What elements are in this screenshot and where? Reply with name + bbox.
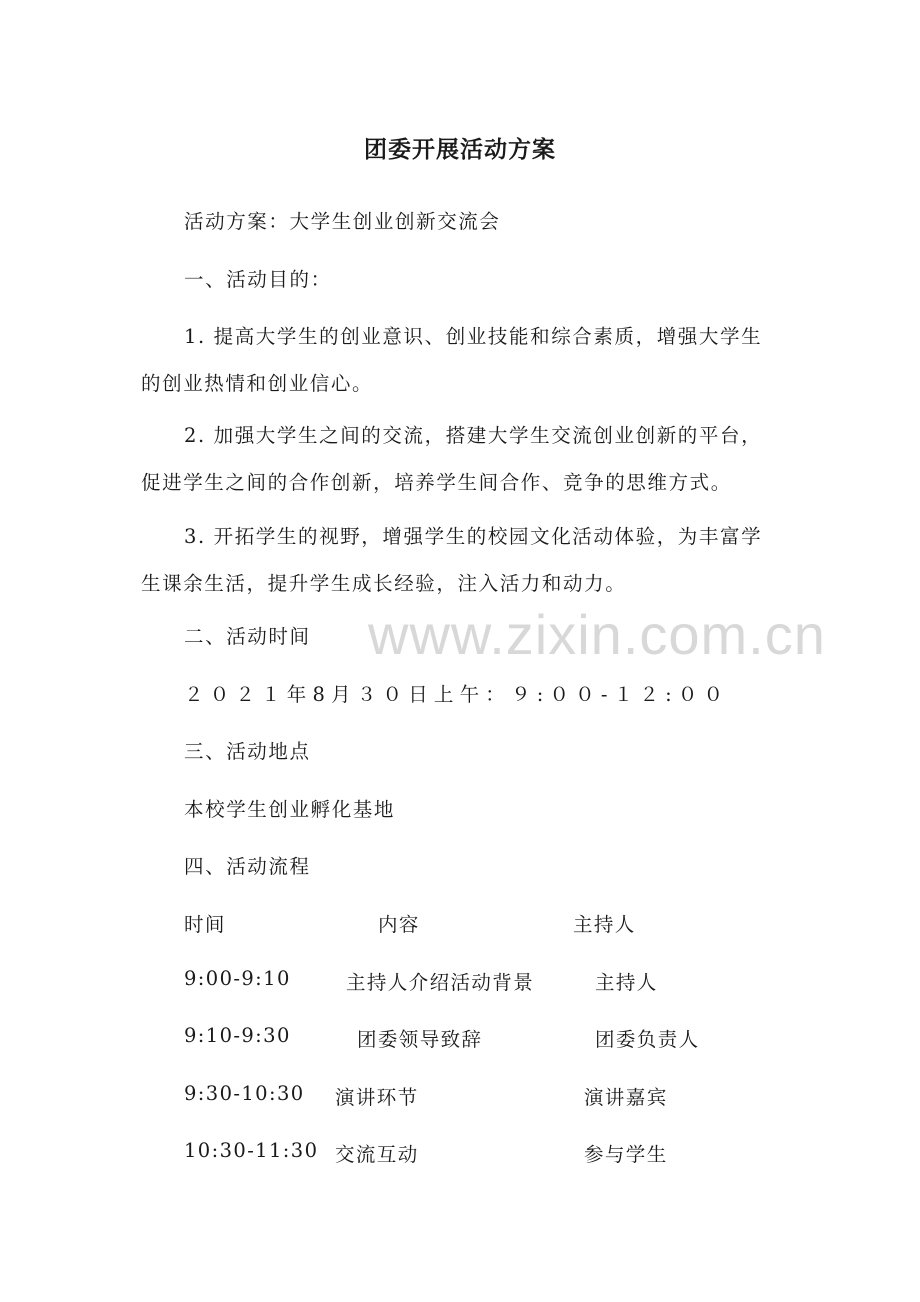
goal-paragraph-3: 3. 开拓学生的视野，增强学生的校园文化活动体验，为丰富学生课余生活，提升学生成长经验，注入活力和动力。 — [141, 525, 763, 595]
schedule-host: 团委负责人 — [595, 1028, 700, 1051]
intro-line: 活动方案：大学生创业创新交流会 — [184, 210, 501, 233]
schedule-content: 交流互动 — [335, 1143, 419, 1166]
location-value: 本校学生创业孵化基地 — [184, 798, 396, 821]
schedule-header-content: 内容 — [378, 913, 420, 936]
section-heading-time: 二、活动时间 — [184, 625, 311, 648]
schedule-time: 9:00-9:10 — [184, 967, 291, 990]
time-value: ２０２１年8月３０日上午：９:００-１２:００ — [184, 683, 730, 706]
schedule-time: 9:10-9:30 — [184, 1024, 291, 1047]
section-heading-purpose: 一、活动目的： — [184, 268, 332, 291]
schedule-header-host: 主持人 — [573, 913, 636, 936]
document-title: 团委开展活动方案 — [364, 137, 556, 163]
watermark: www.zixin.com.cn — [368, 603, 826, 666]
goal-paragraph-2: 2. 加强大学生之间的交流，搭建大学生交流创业创新的平台，促进学生之间的合作创新，培养学生间合作、竞争的思维方式。 — [141, 424, 763, 494]
schedule-time: 10:30-11:30 — [184, 1139, 319, 1162]
schedule-host: 主持人 — [595, 971, 658, 994]
section-heading-location: 三、活动地点 — [184, 740, 311, 763]
schedule-time: 9:30-10:30 — [184, 1082, 305, 1105]
schedule-content: 主持人介绍活动背景 — [346, 971, 535, 994]
schedule-header-time: 时间 — [184, 913, 226, 936]
schedule-content: 团委领导致辞 — [357, 1028, 483, 1051]
schedule-host: 参与学生 — [584, 1143, 668, 1166]
section-heading-process: 四、活动流程 — [184, 855, 311, 878]
schedule-content: 演讲环节 — [335, 1086, 419, 1109]
goal-paragraph-1: 1. 提高大学生的创业意识、创业技能和综合素质，增强大学生的创业热情和创业信心。 — [141, 325, 763, 395]
schedule-host: 演讲嘉宾 — [584, 1086, 668, 1109]
